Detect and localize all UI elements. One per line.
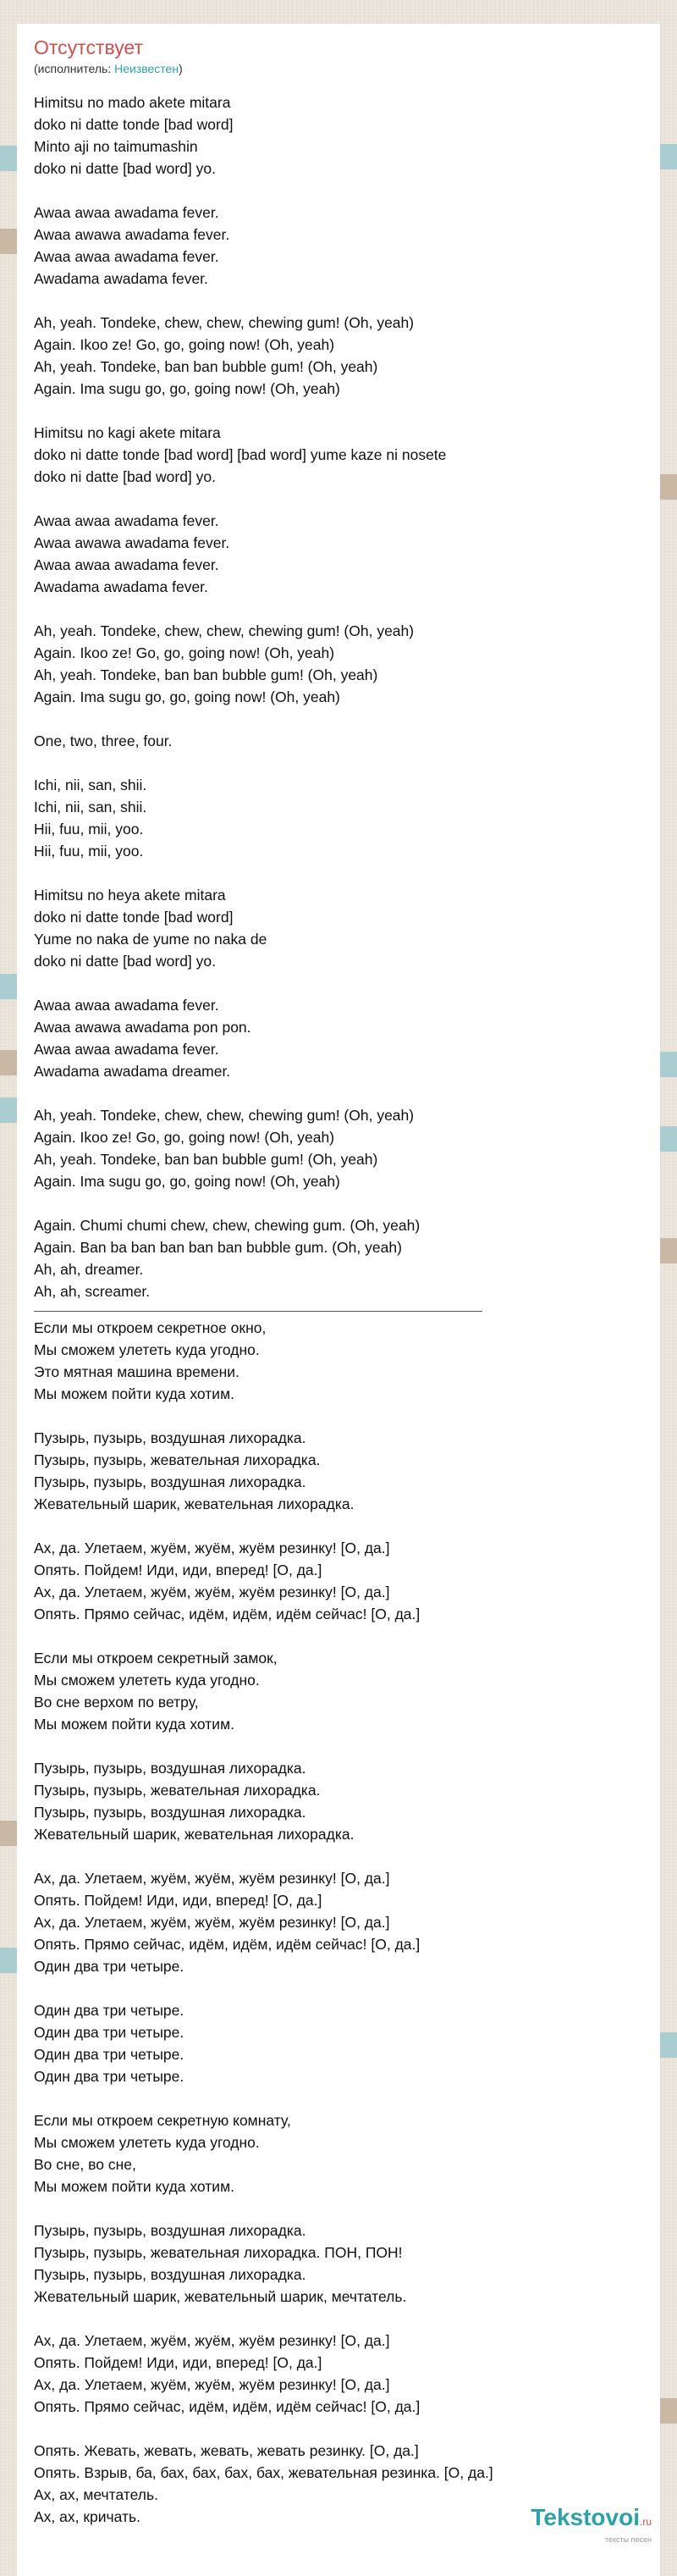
lyric-line: doko ni datte [bad word] yo. — [34, 468, 216, 485]
lyric-line: Again. Ikoo ze! Go, go, going now! (Oh, yeah) — [34, 1129, 335, 1146]
logo-tagline: тексты песен — [604, 2535, 652, 2544]
lyrics-stanza — [34, 1104, 643, 1192]
lyric-line: Himitsu no heya akete mitara — [34, 887, 226, 904]
lyric-line: doko ni datte tonde [bad word] — [34, 909, 234, 926]
lyric-line: Мы можем пойти куда хотим. — [34, 2178, 234, 2195]
lyric-line: Awadama awadama dreamer. — [34, 1063, 231, 1080]
lyric-line: Пузырь, пузырь, жевательная лихорадка. — [34, 1451, 321, 1468]
artist-prefix: (исполнитель: — [34, 62, 115, 75]
lyric-line: Ichi, nii, san, shii. — [34, 799, 147, 815]
lyric-line: Ах, ах, мечтатель. — [34, 2486, 158, 2503]
lyric-line: Если мы откроем секретный замок, — [34, 1650, 278, 1667]
lyric-line: Мы сможем улететь куда угодно. — [34, 1341, 260, 1358]
lyrics-stanza — [34, 91, 643, 180]
lyric-line: Awaa awaa awadama fever. — [34, 512, 219, 529]
decor-stripe — [0, 1097, 17, 1123]
lyric-line: Один два три четыре. — [34, 2068, 184, 2085]
lyric-line: Ah, ah, screamer. — [34, 1283, 151, 1300]
artist-link[interactable]: Неизвестен — [114, 62, 179, 75]
lyric-line: Опять. Прямо сейчас, идём, идём, идём сейчас! [О, да.] — [34, 1606, 421, 1622]
lyric-line: Один два три четыре. — [34, 2024, 184, 2041]
lyric-line: Ах, да. Улетаем, жуём, жуём, жуём резинку! [О, да.] — [34, 2376, 390, 2393]
lyric-line: Ah, yeah. Tondeke, ban ban bubble gum! (Oh, yeah) — [34, 666, 378, 683]
lyric-line: Опять. Пойдем! Иди, иди, вперед! [О, да.] — [34, 2354, 322, 2371]
lyric-line: Yume no naka de yume no naka de — [34, 931, 267, 948]
lyrics-stanza — [34, 1214, 643, 1302]
lyric-line: Again. Chumi chumi chew, chew, chewing gum. (Oh, yeah) — [34, 1217, 421, 1234]
lyric-line: Опять. Прямо сейчас, идём, идём, идём сейчас! [О, да.] — [34, 1936, 421, 1953]
lyric-line: Ah, ah, dreamer. — [34, 1261, 144, 1278]
lyric-line: Мы можем пойти куда хотим. — [34, 1385, 234, 1402]
lyrics-stanza — [34, 2109, 643, 2197]
artist-suffix: ) — [179, 62, 183, 75]
lyric-line: Мы можем пойти куда хотим. — [34, 1716, 234, 1733]
lyric-line: Ah, yeah. Tondeke, ban ban bubble gum! (Oh, yeah) — [34, 358, 378, 375]
decor-stripe — [660, 474, 677, 500]
decor-stripe — [0, 1948, 17, 1973]
lyric-line: Again. Ima sugu go, go, going now! (Oh, yeah) — [34, 380, 340, 397]
lyrics-stanza — [34, 884, 643, 972]
logo-name: Tekstovoi — [531, 2504, 640, 2530]
artist-line — [34, 61, 643, 76]
lyric-line: Again. Ima sugu go, go, going now! (Oh, yeah) — [34, 1173, 340, 1190]
lyrics-card — [17, 24, 660, 2576]
lyric-line: Awaa awawa awadama fever. — [34, 226, 230, 243]
lyric-line: Awaa awawa awadama fever. — [34, 534, 230, 551]
lyric-line: Ах, да. Улетаем, жуём, жуём, жуём резинку! [О, да.] — [34, 1540, 390, 1556]
lyric-line: Awaa awaa awadama fever. — [34, 204, 219, 221]
decor-stripe — [660, 2398, 677, 2424]
lyrics-stanza — [34, 2330, 643, 2418]
lyric-line: Жевательный шарик, жевательная лихорадка. — [34, 1826, 355, 1843]
lyrics-stanza — [34, 1317, 643, 1405]
lyrics-stanza — [34, 1427, 643, 1515]
lyric-line: Himitsu no kagi akete mitara — [34, 424, 221, 441]
lyric-line: Ах, ах, кричать. — [34, 2508, 140, 2525]
lyrics-stanza — [34, 422, 643, 488]
lyrics-stanza — [34, 994, 643, 1082]
lyrics-stanza — [34, 1537, 643, 1625]
lyric-line: Ah, yeah. Tondeke, chew, chew, chewing gum! (Oh, yeah) — [34, 1107, 415, 1124]
lyrics-stanza — [34, 202, 643, 290]
lyric-line: Если мы откроем секретную комнату, — [34, 2112, 291, 2129]
lyrics-stanza — [34, 1647, 643, 1735]
lyric-line: Minto aji no taimumashin — [34, 138, 198, 155]
lyric-line: Пузырь, пузырь, жевательная лихорадка. — [34, 1782, 321, 1799]
lyrics-stanza — [34, 1867, 643, 1977]
lyric-line: doko ni datte tonde [bad word] — [34, 116, 234, 133]
lyric-line: Во сне, во сне, — [34, 2156, 136, 2173]
lyric-line: Пузырь, пузырь, воздушная лихорадка. — [34, 1760, 306, 1777]
lyric-line: Опять. Пойдем! Иди, иди, вперед! [О, да.] — [34, 1892, 322, 1909]
site-logo[interactable] — [531, 2505, 652, 2544]
decor-stripe — [660, 1238, 677, 1263]
logo-text — [531, 2505, 652, 2535]
lyric-line: Ах, да. Улетаем, жуём, жуём, жуём резинку! [О, да.] — [34, 1584, 390, 1600]
lyric-line: doko ni datte tonde [bad word] [bad word] yume kaze ni nosete — [34, 446, 447, 463]
decor-stripe — [0, 1050, 17, 1075]
lyric-line: Again. Ikoo ze! Go, go, going now! (Oh, yeah) — [34, 644, 335, 661]
decor-stripe — [0, 1821, 17, 1846]
lyric-line: Мы сможем улететь куда угодно. — [34, 1672, 260, 1689]
decor-stripe — [0, 146, 17, 171]
lyric-line: Пузырь, пузырь, воздушная лихорадка. — [34, 1429, 306, 1446]
lyrics-stanza — [34, 312, 643, 400]
lyrics-stanza — [34, 1999, 643, 2087]
lyric-line: Awaa awaa awadama fever. — [34, 1041, 219, 1058]
lyric-line: Himitsu no mado akete mitara — [34, 94, 231, 111]
lyric-line: Ах, да. Улетаем, жуём, жуём, жуём резинку! [О, да.] — [34, 1914, 390, 1931]
decor-stripe — [0, 974, 17, 999]
lyric-line: Awadama awadama fever. — [34, 578, 208, 595]
lyric-line: Again. Ikoo ze! Go, go, going now! (Oh, yeah) — [34, 336, 335, 353]
lyric-line: Пузырь, пузырь, воздушная лихорадка. — [34, 2266, 306, 2283]
lyric-line: Пузырь, пузырь, воздушная лихорадка. — [34, 2222, 306, 2239]
lyric-line: Again. Ban ba ban ban ban ban bubble gum. (Oh, yeah) — [34, 1239, 402, 1256]
lyric-line: Мы сможем улететь куда угодно. — [34, 2134, 260, 2151]
lyric-line: One, two, three, four. — [34, 732, 173, 749]
lyrics-stanza — [34, 774, 643, 862]
lyric-line: Awadama awadama fever. — [34, 270, 208, 287]
lyric-line: Опять. Прямо сейчас, идём, идём, идём сейчас! [О, да.] — [34, 2398, 421, 2415]
logo-tld: .ru — [639, 2516, 652, 2528]
lyrics-stanza — [34, 730, 643, 752]
lyric-line: Один два три четыре. — [34, 1958, 184, 1975]
lyric-line: Один два три четыре. — [34, 2046, 184, 2063]
lyrics-translation — [34, 1317, 643, 2528]
lyric-line: Жевательный шарик, жевательная лихорадка. — [34, 1495, 355, 1512]
lyric-line: Ah, yeah. Tondeke, chew, chew, chewing gum! (Oh, yeah) — [34, 314, 415, 331]
lyric-line: Hii, fuu, mii, yoo. — [34, 843, 144, 860]
lyric-line: Опять. Взрыв, ба, бах, бах, бах, бах, жевательная резинка. [О, да.] — [34, 2464, 493, 2481]
decor-stripe — [660, 1126, 677, 1152]
lyric-line: Awaa awaa awadama fever. — [34, 248, 219, 265]
lyric-line: Если мы откроем секретное окно, — [34, 1319, 267, 1336]
lyric-line: Awaa awawa awadama pon pon. — [34, 1019, 251, 1036]
lyric-line: Hii, fuu, mii, yoo. — [34, 821, 144, 837]
lyrics-stanza — [34, 510, 643, 598]
lyric-line: Awaa awaa awadama fever. — [34, 997, 219, 1014]
lyric-line: Опять. Жевать, жевать, жевать, жевать резинку. [О, да.] — [34, 2442, 419, 2459]
lyric-line: Ah, yeah. Tondeke, chew, chew, chewing gum! (Oh, yeah) — [34, 622, 415, 639]
decor-stripe — [0, 229, 17, 254]
lyric-line: Пузырь, пузырь, воздушная лихорадка. — [34, 1473, 306, 1490]
decor-stripe — [660, 144, 677, 169]
lyric-line: Ah, yeah. Tondeke, ban ban bubble gum! (Oh, yeah) — [34, 1151, 378, 1168]
lyric-line: Это мятная машина времени. — [34, 1363, 239, 1380]
lyric-line: Awaa awaa awadama fever. — [34, 556, 219, 573]
lyric-line: Ichi, nii, san, shii. — [34, 777, 147, 793]
lyric-line: Во сне верхом по ветру, — [34, 1694, 199, 1711]
lyric-line: Again. Ima sugu go, go, going now! (Oh, yeah) — [34, 688, 340, 705]
lyrics-stanza — [34, 2219, 643, 2308]
decor-stripe — [660, 1052, 677, 1077]
lyric-line: doko ni datte [bad word] yo. — [34, 953, 216, 970]
lyric-line: doko ni datte [bad word] yo. — [34, 160, 216, 177]
lyric-line: Пузырь, пузырь, воздушная лихорадка. — [34, 1804, 306, 1821]
song-title[interactable]: Отсутствует — [34, 36, 143, 58]
lyrics-stanza — [34, 620, 643, 708]
lyric-line: Пузырь, пузырь, жевательная лихорадка. ПОН, ПОН! — [34, 2244, 403, 2261]
lyric-line: Ах, да. Улетаем, жуём, жуём, жуём резинку! [О, да.] — [34, 1870, 390, 1887]
lyrics-original — [34, 91, 643, 1302]
lyric-line: Ах, да. Улетаем, жуём, жуём, жуём резинку! [О, да.] — [34, 2332, 390, 2349]
lyric-line: Опять. Пойдем! Иди, иди, вперед! [О, да.] — [34, 1562, 322, 1578]
lyric-line: Один два три четыре. — [34, 2002, 184, 2019]
lyrics-stanza — [34, 1757, 643, 1845]
translation-divider — [34, 1311, 482, 1312]
lyric-line: Жевательный шарик, жевательный шарик, мечтатель. — [34, 2288, 407, 2305]
decor-stripe — [660, 2032, 677, 2058]
